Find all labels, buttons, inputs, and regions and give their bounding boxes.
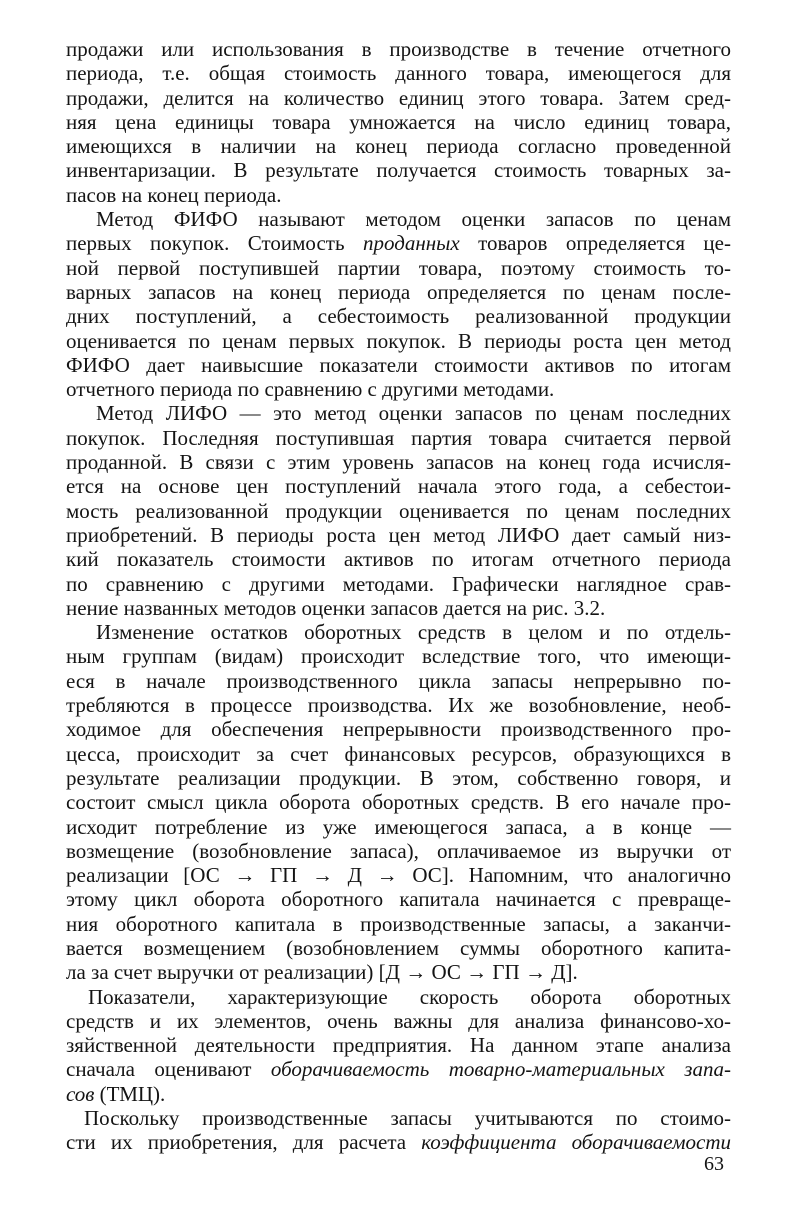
text-line bbox=[66, 863, 731, 887]
text-line bbox=[66, 207, 731, 231]
text-run: Метод ФИФО называют методом оценки запасов по ценам bbox=[96, 207, 731, 232]
text-run: по сравнению с другими методами. Графически наглядное срав- bbox=[66, 571, 731, 596]
text-run: вается возмещением (возобновлением суммы оборотного капита- bbox=[66, 935, 731, 960]
text-run: продажи или использования в производстве в течение отчетного bbox=[66, 37, 731, 61]
italic-text-run: проданных bbox=[362, 231, 460, 256]
text-line bbox=[66, 936, 731, 960]
text-line bbox=[66, 450, 731, 474]
text-line bbox=[66, 815, 731, 839]
text-run: покупок. Последняя поступившая партия товара считается первой bbox=[66, 425, 731, 450]
text-run: ФИФО дает наивысшие показатели стоимости активов по итогам bbox=[66, 352, 731, 377]
text-run: сначала оценивают bbox=[66, 1057, 271, 1082]
text-run: товаров определяется це- bbox=[459, 231, 731, 256]
text-run: няя цена единицы товара умножается на число единиц товара, bbox=[66, 109, 731, 134]
text-run: требляются в процессе производства. Их же возобновление, необ- bbox=[66, 693, 731, 718]
body-text bbox=[66, 37, 731, 1155]
text-run: возмещение (возобновление запаса), оплачиваемое из выручки от bbox=[66, 838, 731, 863]
text-line bbox=[66, 134, 731, 158]
text-line bbox=[66, 742, 731, 766]
text-run: сти их приобретения, для расчета bbox=[66, 1130, 422, 1155]
page-number: 63 bbox=[704, 1153, 724, 1175]
text-line bbox=[66, 1082, 731, 1106]
text-run: ным группам (видам) происходит вследствие того, что имеющи- bbox=[66, 644, 731, 669]
text-line bbox=[66, 1130, 731, 1154]
text-run: этому цикл оборота оборотного капитала начинается с превраще- bbox=[66, 887, 731, 912]
text-line bbox=[66, 353, 731, 377]
text-run: варных запасов на конец периода определяется по ценам после- bbox=[66, 279, 731, 304]
italic-text-run: оборачиваемость товарно-материальных запа- bbox=[270, 1057, 731, 1082]
text-line bbox=[66, 839, 731, 863]
text-line bbox=[66, 790, 731, 814]
text-line bbox=[66, 1009, 731, 1033]
text-line bbox=[66, 960, 731, 984]
text-run: результате реализации продукции. В этом, собственно говоря, и bbox=[66, 765, 731, 790]
text-line bbox=[66, 717, 731, 741]
text-run: исходит потребление из уже имеющегося запаса, а в конце — bbox=[66, 814, 731, 839]
text-run: продажи, делится на количество единиц этого товара. Затем сред- bbox=[66, 85, 731, 110]
text-line bbox=[66, 669, 731, 693]
text-run: состоит смысл цикла оборота оборотных средств. В его начале про- bbox=[66, 790, 731, 815]
text-line bbox=[66, 377, 731, 401]
text-run: Показатели, характеризующие скорость оборота оборотных bbox=[88, 984, 731, 1009]
text-run: еся в начале производственного цикла запасы непрерывно по- bbox=[66, 668, 731, 693]
italic-text-run: сов bbox=[66, 1081, 95, 1106]
text-run: инвентаризации. В результате получается стоимость товарных за- bbox=[66, 158, 731, 183]
text-line bbox=[66, 547, 731, 571]
text-line bbox=[66, 256, 731, 280]
text-line bbox=[66, 766, 731, 790]
text-run: ла за счет выручки от реализации) [Д → ОС → ГП → Д]. bbox=[66, 960, 578, 985]
text-run: ется на основе цен поступлений начала этого года, а себестои- bbox=[66, 474, 731, 499]
text-line bbox=[66, 110, 731, 134]
text-line bbox=[66, 693, 731, 717]
text-line bbox=[66, 644, 731, 668]
text-run: зяйственной деятельности предприятия. На данном этапе анализа bbox=[66, 1033, 731, 1058]
text-line bbox=[66, 985, 731, 1009]
text-line bbox=[66, 596, 731, 620]
text-line bbox=[66, 499, 731, 523]
text-line bbox=[66, 37, 731, 61]
text-run: нение названных методов оценки запасов дается на рис. 3.2. bbox=[66, 595, 606, 620]
italic-text-run: коэффициента оборачиваемости bbox=[421, 1130, 731, 1155]
text-run: Изменение остатков оборотных средств в целом и по отдель- bbox=[96, 620, 731, 645]
text-run: периода, т.е. общая стоимость данного товара, имеющегося для bbox=[66, 61, 731, 86]
text-line bbox=[66, 158, 731, 182]
text-line bbox=[66, 231, 731, 255]
text-run: Поскольку производственные запасы учитываются по стоимо- bbox=[84, 1106, 731, 1131]
text-line bbox=[66, 183, 731, 207]
text-run: кий показатель стоимости активов по итогам отчетного периода bbox=[66, 547, 731, 572]
text-run: средств и их элементов, очень важны для анализа финансово-хо- bbox=[66, 1008, 731, 1033]
text-line bbox=[66, 86, 731, 110]
text-line bbox=[66, 426, 731, 450]
text-run: мость реализованной продукции оценивается по ценам последних bbox=[66, 498, 731, 523]
text-run: ния оборотного капитала в производственные запасы, а заканчи- bbox=[66, 911, 731, 936]
text-line bbox=[66, 523, 731, 547]
text-line bbox=[66, 620, 731, 644]
text-run: (ТМЦ). bbox=[94, 1081, 166, 1106]
text-run: реализации [ОС → ГП → Д → ОС]. Напомним, что аналогично bbox=[66, 863, 731, 888]
text-line bbox=[66, 1106, 731, 1130]
text-line bbox=[66, 280, 731, 304]
text-run: пасов на конец периода. bbox=[66, 182, 282, 207]
text-line bbox=[66, 401, 731, 425]
text-line bbox=[66, 61, 731, 85]
text-line bbox=[66, 1057, 731, 1081]
text-line bbox=[66, 474, 731, 498]
text-run: приобретений. В периоды роста цен метод ЛИФО дает самый низ- bbox=[66, 522, 731, 547]
text-line bbox=[66, 329, 731, 353]
text-line bbox=[66, 572, 731, 596]
text-run: проданной. В связи с этим уровень запасов на конец года исчисля- bbox=[66, 450, 731, 475]
text-run: отчетного периода по сравнению с другими методами. bbox=[66, 377, 555, 402]
text-run: ходимое для обеспечения непрерывности производственного про- bbox=[66, 717, 731, 742]
text-run: оценивается по ценам первых покупок. В периоды роста цен метод bbox=[66, 328, 731, 353]
text-run: дних поступлений, а себестоимость реализованной продукции bbox=[66, 304, 731, 329]
text-line bbox=[66, 912, 731, 936]
text-run: цесса, происходит за счет финансовых ресурсов, образующихся в bbox=[66, 741, 731, 766]
text-run: имеющихся в наличии на конец периода согласно проведенной bbox=[66, 134, 731, 159]
text-run: первых покупок. Стоимость bbox=[66, 231, 363, 256]
text-run: ной первой поступившей партии товара, поэтому стоимость то- bbox=[66, 255, 731, 280]
text-line bbox=[66, 887, 731, 911]
text-line bbox=[66, 304, 731, 328]
text-line bbox=[66, 1033, 731, 1057]
text-run: Метод ЛИФО — это метод оценки запасов по ценам последних bbox=[96, 401, 731, 426]
